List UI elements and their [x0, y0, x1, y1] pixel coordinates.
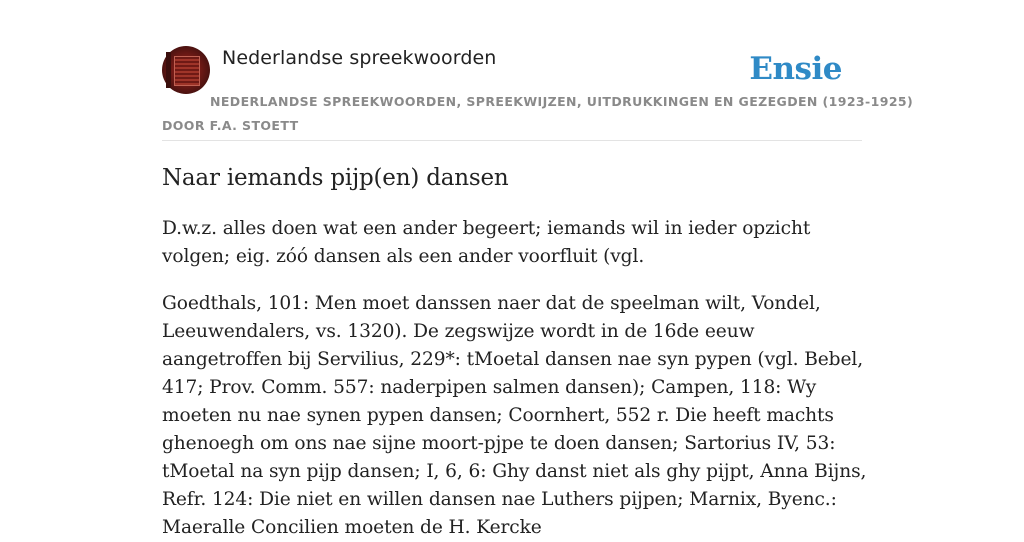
book-cover-image[interactable]: [162, 46, 210, 94]
entry-title: Naar iemands pijp(en) dansen: [162, 165, 509, 191]
book-header: [162, 46, 914, 141]
book-title-link[interactable]: Nederlandse spreekwoorden: [222, 47, 497, 69]
book-author: DOOR F.A. STOETT: [162, 118, 299, 133]
ensie-logo[interactable]: Ensie: [749, 51, 842, 87]
entry-paragraph: Goedthals, 101: Men moet danssen naer dat de speelman wilt, Vondel, Leeuwendalers, vs. 1320). De zegswijze wordt in de 16de eeuw aangetroffen bij Servilius, 229*: tMoetal dansen nae syn pypen (vgl. Bebel, 417; Prov. Comm. 557: naderpipen salmen dansen); Campen, 118: Wy moeten nu nae synen pypen dansen; Coornhert, 552 r. Die heeft machts ghenoegh om ons nae sijne moort-pjpe te doen dansen; Sartorius IV, 53: tMoetal na syn pijp dansen; I, 6, 6: Ghy danst niet als ghy pijpt, Anna Bijns, Refr. 124: Die niet en willen dansen nae Luthers pijpen; Marnix, Byenc.: Maeralle Concilien moeten de H. Kercke: [162, 293, 867, 538]
entry-content: [162, 160, 867, 542]
entry-paragraph: D.w.z. alles doen wat een ander begeert; iemands wil in ieder opzicht volgen; eig. zóó dansen als een ander voorfluit (vgl.: [162, 218, 811, 267]
book-cover-ornament: [174, 56, 200, 86]
book-cover-spine: [166, 52, 171, 88]
book-subtitle: NEDERLANDSE SPREEKWOORDEN, SPREEKWIJZEN, UITDRUKKINGEN EN GEZEGDEN (1923-1925): [210, 94, 914, 109]
